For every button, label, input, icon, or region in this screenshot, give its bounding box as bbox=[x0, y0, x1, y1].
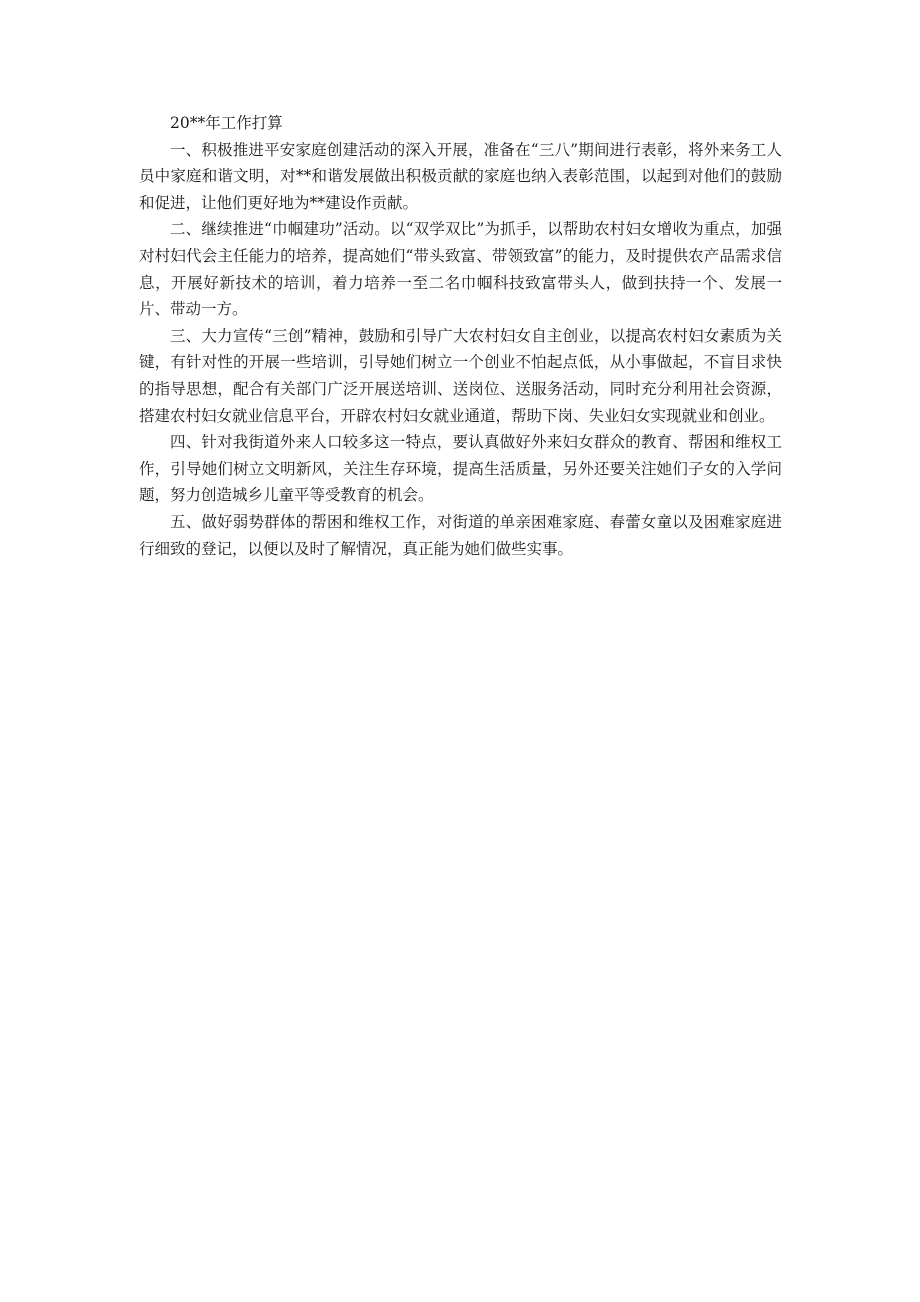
paragraph-1: 一、积极推进平安家庭创建活动的深入开展，准备在“三八”期间进行表彰，将外来务工人员中家庭和谐文明，对**和谐发展做出积极贡献的家庭也纳入表彰范围，以起到对他们的鼓励和促进，让他们更好地为**建设作贡献。 bbox=[139, 140, 782, 212]
paragraph-2: 二、继续推进“巾帼建功”活动。以“双学双比”为抓手，以帮助农村妇女增收为重点，加强对村妇代会主任能力的培养，提高她们“带头致富、带领致富”的能力，及时提供农产品需求信息，开展好新技术的培训，着力培养一至二名巾帼科技致富带头人，做到扶持一个、发展一片、带动一方。 bbox=[139, 220, 782, 319]
paragraph-5: 五、做好弱势群体的帮困和维权工作，对街道的单亲困难家庭、春蕾女童以及困难家庭进行细致的登记，以便以及时了解情况，真正能为她们做些实事。 bbox=[139, 512, 782, 558]
document-body bbox=[139, 110, 782, 562]
paragraph-4: 四、针对我街道外来人口较多这一特点，要认真做好外来妇女群众的教育、帮困和维权工作，引导她们树立文明新风，关注生存环境，提高生活质量，另外还要关注她们子女的入学问题，努力创造城乡儿童平等受教育的机会。 bbox=[139, 433, 782, 505]
document-title: 20**年工作打算 bbox=[170, 114, 283, 132]
paragraph-3: 三、大力宣传“三创”精神，鼓励和引导广大农村妇女自主创业，以提高农村妇女素质为关键，有针对性的开展一些培训，引导她们树立一个创业不怕起点低，从小事做起，不盲目求快的指导思想，配合有关部门广泛开展送培训、送岗位、送服务活动，同时充分利用社会资源，搭建农村妇女就业信息平台，开辟农村妇女就业通道，帮助下岗、失业妇女实现就业和创业。 bbox=[139, 326, 782, 425]
